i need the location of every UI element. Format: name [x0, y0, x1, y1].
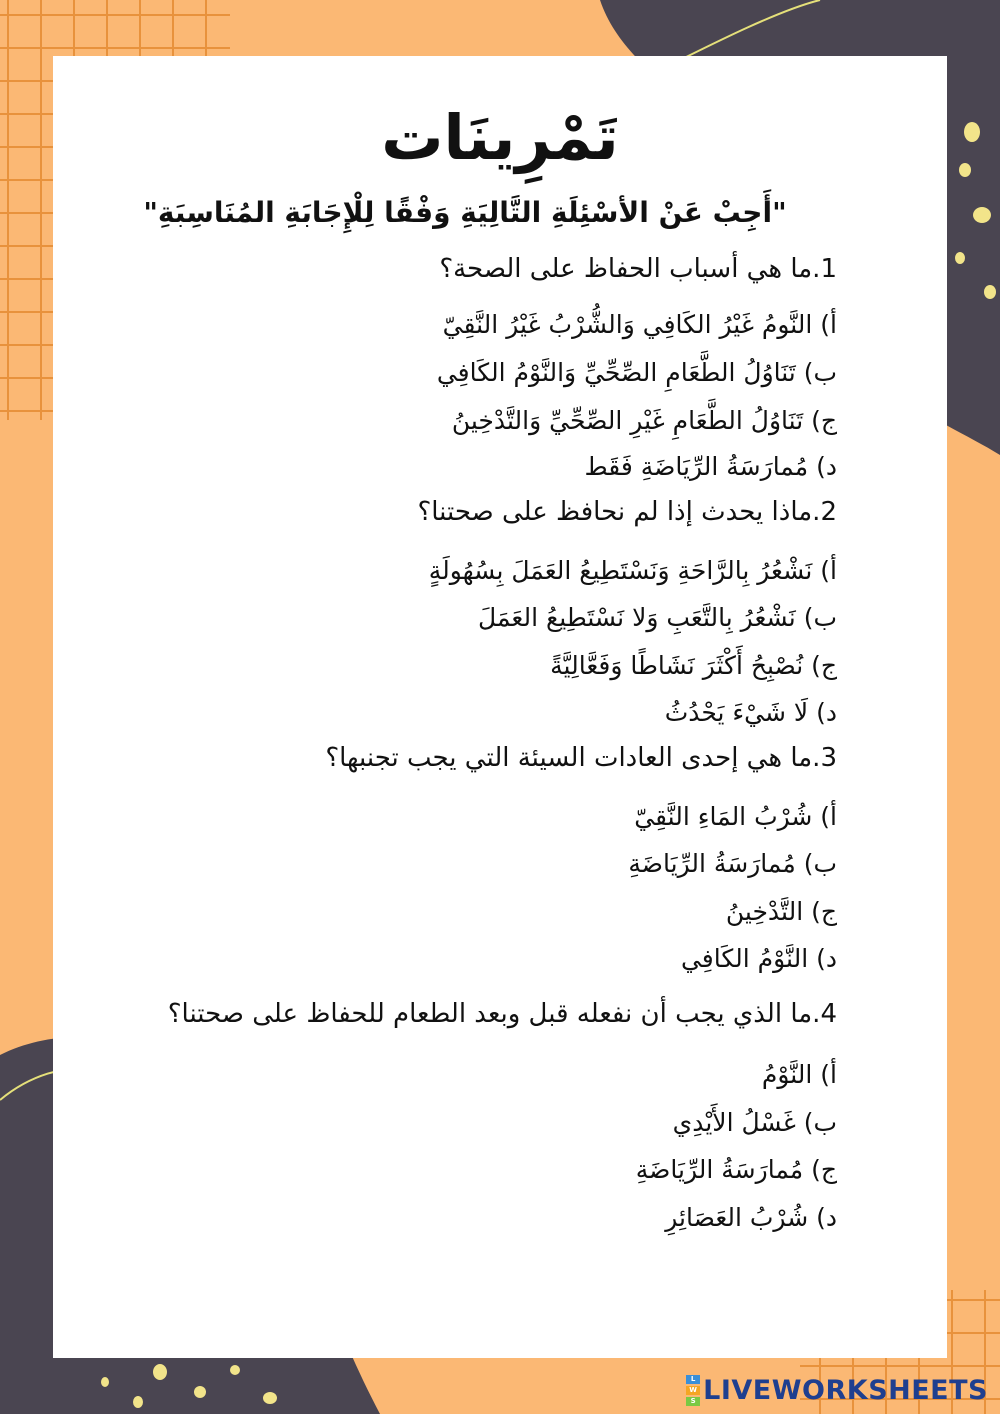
- question-4-option-d: د) شُرْبُ العَصَائِرِ: [665, 1203, 837, 1232]
- logo-letter-l: L: [686, 1375, 700, 1384]
- question-1-option-a: أ) النَّومُ غَيْرُ الكَافِي وَالشُّرْبُ غَيْرُ النَّقِيّ: [442, 310, 837, 339]
- question-3-option-d: د) النَّوْمُ الكَافِي: [680, 944, 837, 973]
- question-1-option-b: ب) تَنَاوُلُ الطَّعَامِ الصِّحِّيِّ وَالنَّوْمُ الكَافِي: [436, 358, 837, 387]
- logo-letter-w: W: [686, 1386, 700, 1395]
- question-2: 2.ماذا يحدث إذا لم نحافظ على صحتنا؟: [417, 497, 837, 527]
- question-2-option-d: د) لَا شَيْءَ يَحْدُثُ: [664, 698, 837, 727]
- question-2-option-b: ب) نَشْعُرُ بِالتَّعَبِ وَلا نَسْتَطِيعُ العَمَلَ: [478, 603, 837, 632]
- worksheet-instruction: "أَجِبْ عَنْ الأسْئِلَةِ التَّالِيَةِ وَفْقًا لِلْإِجَابَةِ المُنَاسِبَةِ": [143, 196, 787, 229]
- question-1-option-c: ج) تَنَاوُلُ الطَّعَامِ غَيْرِ الصِّحِّيِّ وَالتَّدْخِينُ: [451, 406, 837, 435]
- question-2-option-a: أ) نَشْعُرُ بِالرَّاحَةِ وَنَسْتَطِيعُ العَمَلَ بِسُهُولَةٍ: [428, 556, 837, 585]
- liveworksheets-mark-icon: [686, 1374, 700, 1407]
- question-1: 1.ما هي أسباب الحفاظ على الصحة؟: [439, 254, 837, 284]
- question-4-option-a: أ) النَّوْمُ: [761, 1060, 837, 1089]
- question-3-option-c: ج) التَّدْخِينُ: [725, 897, 837, 926]
- liveworksheets-wordmark: LIVEWORKSHEETS: [703, 1374, 988, 1406]
- worksheet-title: تَمْرِينَات: [381, 101, 619, 174]
- question-4-option-c: ج) مُمارَسَةُ الرِّيَاضَةِ: [635, 1155, 837, 1184]
- question-3-option-a: أ) شُرْبُ المَاءِ النَّقِيّ: [634, 802, 837, 831]
- question-3-option-b: ب) مُمارَسَةُ الرِّيَاضَةِ: [628, 849, 837, 878]
- question-4-option-b: ب) غَسْلُ الأَيْدِي: [672, 1108, 837, 1137]
- logo-letter-s: S: [686, 1397, 700, 1406]
- question-2-option-c: ج) نُصْبِحُ أَكْثَرَ نَشَاطًا وَفَعَّالِيَّةً: [550, 651, 837, 680]
- question-3: 3.ما هي إحدى العادات السيئة التي يجب تجنبها؟: [325, 743, 837, 773]
- question-4: 4.ما الذي يجب أن نفعله قبل وبعد الطعام للحفاظ على صحتنا؟: [167, 999, 837, 1029]
- liveworksheets-logo[interactable]: [686, 1372, 988, 1408]
- question-1-option-d: د) مُمارَسَةُ الرِّيَاضَةِ فَقَط: [584, 452, 837, 481]
